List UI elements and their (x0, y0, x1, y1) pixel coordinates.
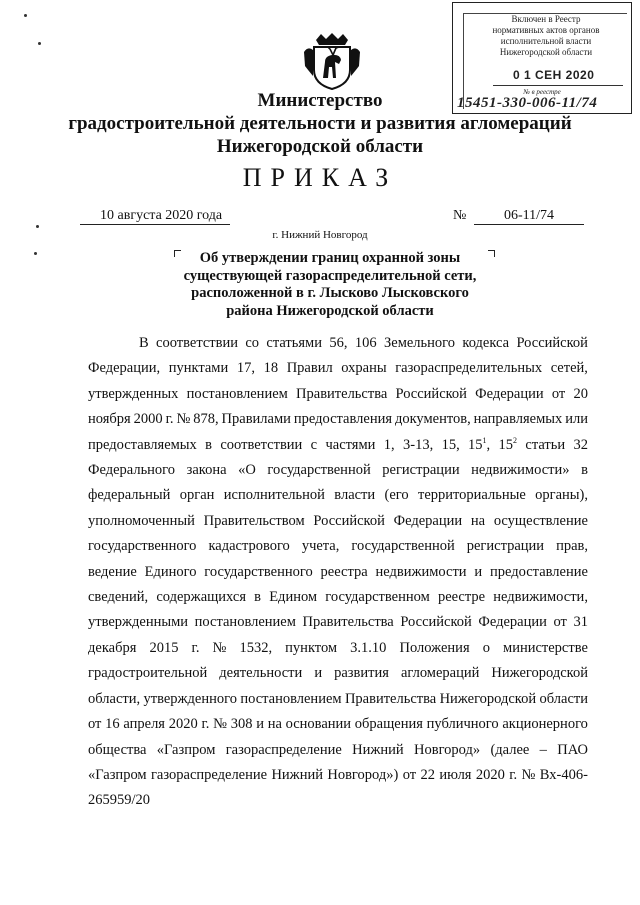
order-body-text (88, 331, 588, 814)
title-corner-right (488, 250, 495, 257)
number-sign: № (453, 208, 467, 223)
subject-line: Об утверждении границ охранной зоны (199, 250, 461, 266)
body-line: федеральный орган исполнительной власти (его территориальные органы), (88, 487, 588, 504)
stamp-line-3: исполнительной власти (500, 36, 592, 46)
body-line: общества «Газпром газораспределение Нижний Новгород» (далее – ПАО (88, 741, 588, 758)
issue-city: г. Нижний Новгород (272, 229, 368, 241)
subject-line: существующей газораспределительной сети, (183, 267, 477, 284)
order-subject (180, 250, 480, 320)
order-date: 10 августа 2020 года (80, 208, 230, 225)
body-line: градостроительной деятельности и развития агломераций Нижегородской (88, 665, 588, 682)
document-type-title: ПРИКАЗ (242, 163, 398, 192)
ministry-name-line-1: Министерство (257, 90, 383, 111)
stamp-line-4: Нижегородской области (499, 47, 593, 57)
body-line: 265959/20 (88, 792, 151, 809)
stamp-date-line (493, 85, 623, 86)
body-line: предоставляемых в соответствии с частями 1, 3-13, 15, $15^1$, $15^2$ статьи 32 (88, 435, 588, 453)
subject-line: района Нижегородской области (226, 302, 434, 319)
margin-mark (24, 14, 27, 17)
body-line: от 16 апреля 2020 г. № 308 и на основании обращения публичного акционерного (88, 716, 588, 733)
body-line: Федерального закона «О государственной регистрации недвижимости» в (88, 462, 588, 479)
ministry-name-line-3: Нижегородской области (216, 136, 424, 157)
body-line: уполномоченный Правительством Российской Федерации на осуществление (88, 512, 588, 529)
body-line: декабря 2015 г. № 1532, пунктом 3.1.10 Положения о министерстве (88, 639, 588, 656)
body-line: утвержденных постановлением Правительства Российской Федерации от 20 (88, 385, 588, 402)
body-line: утвержденными постановлением Правительства Российской Федерации от 31 (88, 614, 588, 631)
ministry-name-line-2: градостроительной деятельности и развития агломераций (68, 113, 572, 134)
body-line: ноября 2000 г. № 878, Правилами предоставления документов, направляемых или (88, 411, 588, 428)
body-line: ведение Единого государственного реестра недвижимости и предоставление (88, 563, 588, 580)
body-line: сведений, содержащихся в Едином государственном реестре недвижимости, (88, 589, 588, 606)
stamp-date: 0 1 СЕН 2020 (513, 68, 595, 82)
coat-of-arms-icon (303, 32, 361, 90)
margin-mark (38, 42, 41, 45)
stamp-registry-label: № в реестре (523, 88, 561, 96)
stamp-line-1: Включен в Реестр (511, 14, 581, 24)
body-line: области, утвержденного постановлением Правительства Нижегородской области (88, 690, 588, 707)
order-number: 06-11/74 (474, 208, 584, 225)
subject-line: расположенной в г. Лысково Лысковского (191, 285, 469, 301)
margin-mark (36, 225, 39, 228)
body-line: В соответствии со статьями 56, 106 Земельного кодекса Российской (139, 335, 588, 351)
body-line: государственного кадастрового учета, государственной регистрации прав, (88, 538, 588, 555)
body-line: «Газпром газораспределение Нижний Новгород») от 22 июля 2020 г. № Вх-406- (88, 766, 588, 783)
stamp-registry-number: 15451-330-006-11/74 (457, 95, 598, 111)
stamp-line-2: нормативных актов органов (492, 25, 600, 35)
body-line: Федерации, пунктами 17, 18 Правил охраны газораспределительных сетей, (88, 360, 588, 377)
margin-mark (34, 252, 37, 255)
